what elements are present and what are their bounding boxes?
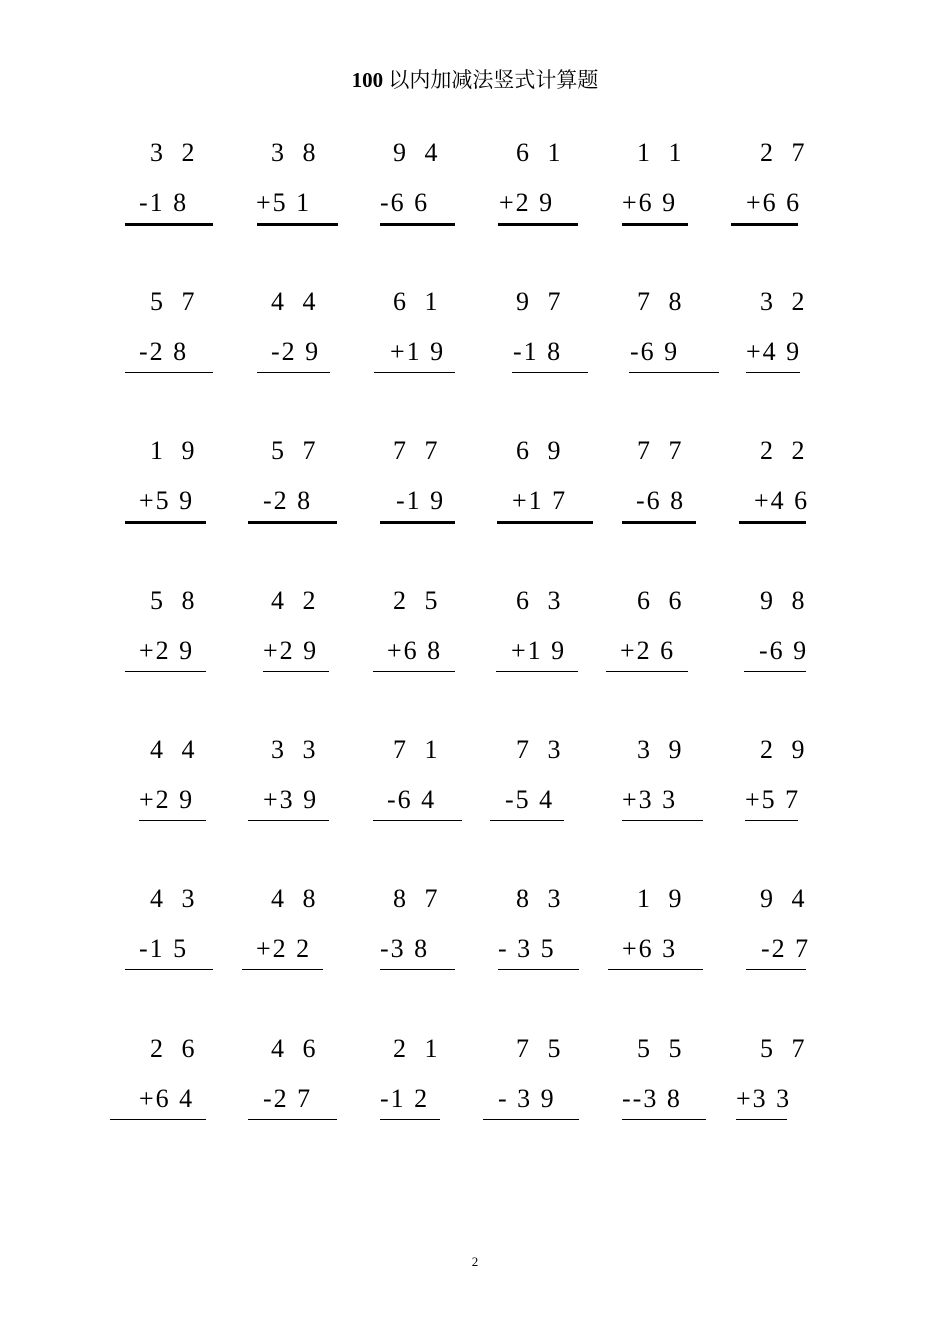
answer-line [744,671,806,672]
bottom-number: +2 9 [139,785,195,814]
answer-line [373,671,455,672]
top-number: 7 7 [637,436,688,465]
answer-line [745,820,798,821]
top-number: 4 2 [271,586,322,615]
bottom-number: -1 5 [139,934,189,963]
top-number: 2 9 [760,735,811,764]
top-number: 9 4 [393,138,444,167]
top-number: 9 4 [760,884,811,913]
top-number: 6 1 [393,287,444,316]
bottom-number: -3 8 [380,934,430,963]
bottom-number: +3 9 [263,785,319,814]
top-number: 3 8 [271,138,322,167]
top-number: 9 8 [760,586,811,615]
answer-line [125,969,213,970]
bottom-number: +3 3 [736,1084,792,1113]
bottom-number: -2 7 [263,1084,313,1113]
top-number: 1 9 [637,884,688,913]
answer-line [512,372,588,373]
title-number: 100 [351,68,384,92]
bottom-number: +6 4 [139,1084,195,1113]
bottom-number: -5 4 [505,785,555,814]
answer-line [257,372,330,373]
top-number: 7 3 [516,735,567,764]
top-number: 1 9 [150,436,201,465]
bottom-number: -6 4 [387,785,437,814]
bottom-number: -6 8 [636,486,686,515]
page-number: 2 [471,1254,479,1269]
answer-line [746,969,806,970]
bottom-number: +1 9 [390,337,446,366]
bottom-number: -6 9 [630,337,680,366]
answer-line [373,820,462,821]
top-number: 3 3 [271,735,322,764]
answer-line [248,1119,337,1120]
answer-line [622,1119,706,1120]
bottom-number: +3 3 [622,785,678,814]
bottom-number: - 3 9 [498,1084,556,1113]
bottom-number: +5 9 [139,486,195,515]
answer-line [125,372,213,373]
top-number: 2 1 [393,1034,444,1063]
answer-line [736,1119,787,1120]
bottom-number: -6 9 [759,636,809,665]
bottom-number: -1 8 [139,188,189,217]
top-number: 2 6 [150,1034,201,1063]
top-number: 7 8 [637,287,688,316]
top-number: 3 2 [150,138,201,167]
bottom-number: +1 7 [512,486,568,515]
top-number: 8 3 [516,884,567,913]
answer-line [739,521,806,524]
top-number: 1 1 [637,138,688,167]
answer-line [498,223,578,226]
bottom-number: -1 2 [380,1084,430,1113]
bottom-number: --3 8 [622,1084,682,1113]
answer-line [380,1119,440,1120]
bottom-number: -2 9 [271,337,321,366]
top-number: 4 6 [271,1034,322,1063]
top-number: 4 3 [150,884,201,913]
bottom-number: +2 9 [263,636,319,665]
answer-line [496,671,578,672]
answer-line [125,223,213,226]
answer-line [490,820,564,821]
bottom-number: -6 6 [380,188,430,217]
top-number: 4 4 [271,287,322,316]
answer-line [139,820,206,821]
bottom-number: - 3 5 [498,934,556,963]
top-number: 6 3 [516,586,567,615]
bottom-number: +1 9 [511,636,567,665]
top-number: 7 7 [393,436,444,465]
answer-line [606,671,688,672]
top-number: 6 1 [516,138,567,167]
top-number: 6 9 [516,436,567,465]
bottom-number: -2 8 [139,337,189,366]
answer-line [622,521,696,524]
bottom-number: -2 7 [761,934,811,963]
answer-line [257,223,338,226]
top-number: 3 2 [760,287,811,316]
bottom-number: +5 1 [256,188,312,217]
answer-line [622,820,703,821]
top-number: 5 5 [637,1034,688,1063]
bottom-number: -1 9 [396,486,446,515]
answer-line [242,969,323,970]
answer-line [629,372,719,373]
bottom-number: +2 2 [256,934,312,963]
answer-line [746,372,800,373]
bottom-number: -1 8 [513,337,563,366]
answer-line [380,223,455,226]
top-number: 7 5 [516,1034,567,1063]
bottom-number: +6 9 [622,188,678,217]
top-number: 2 5 [393,586,444,615]
answer-line [497,521,593,524]
answer-line [110,1119,206,1120]
top-number: 6 6 [637,586,688,615]
top-number: 3 9 [637,735,688,764]
title-text: 以内加减法竖式计算题 [388,68,599,92]
answer-line [498,969,579,970]
top-number: 2 2 [760,436,811,465]
bottom-number: -2 8 [263,486,313,515]
answer-line [380,969,455,970]
bottom-number: +4 9 [746,337,802,366]
answer-line [380,521,455,524]
answer-line [483,1119,579,1120]
bottom-number: +2 6 [620,636,676,665]
top-number: 2 7 [760,138,811,167]
bottom-number: +6 6 [746,188,802,217]
answer-line [125,671,206,672]
top-number: 5 7 [760,1034,811,1063]
top-number: 5 8 [150,586,201,615]
answer-line [608,969,703,970]
top-number: 8 7 [393,884,444,913]
top-number: 4 8 [271,884,322,913]
bottom-number: +6 3 [622,934,678,963]
top-number: 9 7 [516,287,567,316]
top-number: 7 1 [393,735,444,764]
bottom-number: +5 7 [745,785,801,814]
bottom-number: +6 8 [387,636,443,665]
answer-line [248,820,329,821]
answer-line [374,372,455,373]
bottom-number: +4 6 [754,486,810,515]
top-number: 4 4 [150,735,201,764]
answer-line [263,671,329,672]
answer-line [731,223,798,226]
answer-line [125,521,206,524]
answer-line [622,223,688,226]
answer-line [248,521,337,524]
bottom-number: +2 9 [499,188,555,217]
top-number: 5 7 [271,436,322,465]
top-number: 5 7 [150,287,201,316]
bottom-number: +2 9 [139,636,195,665]
